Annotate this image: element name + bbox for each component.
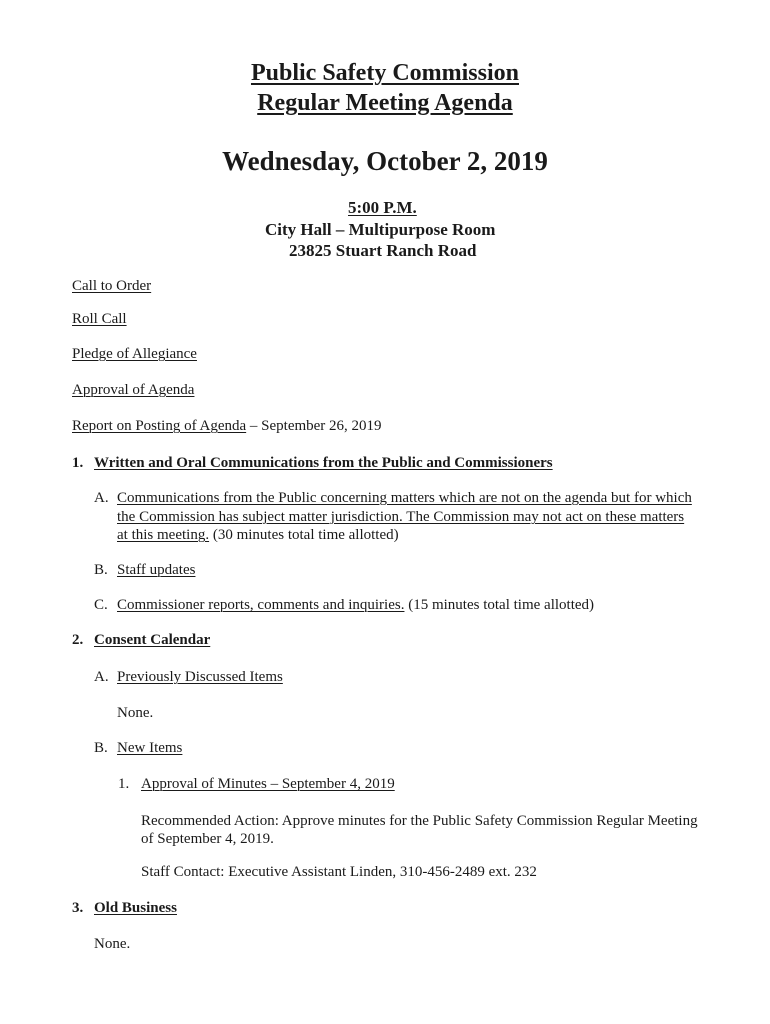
new-items-link[interactable]: New Items [117, 740, 183, 756]
commissioner-reports-time: (15 minutes total time allotted) [404, 597, 595, 613]
meeting-time: 5:00 P.M. [348, 198, 417, 217]
staff-updates-link[interactable]: Staff updates [117, 562, 196, 578]
commissioner-reports [117, 597, 594, 614]
commissioner-reports-link[interactable]: Commissioner reports, comments and inquiries. [117, 597, 405, 613]
pledge-link[interactable]: Pledge of Allegiance [72, 346, 197, 362]
meeting-date: Wednesday, October 2, 2019 [222, 146, 548, 176]
section-2-title[interactable]: Consent Calendar [94, 632, 211, 648]
section-2-number: 2. [72, 632, 84, 648]
meeting-location: City Hall – Multipurpose Room [265, 220, 496, 239]
agenda-title-line1: Public Safety Commission [250, 60, 519, 86]
call-to-order-link[interactable]: Call to Order [72, 278, 152, 294]
agenda-title-line2: Regular Meeting Agenda [257, 90, 513, 116]
section-1-title[interactable]: Written and Oral Communications from the Public and Commissioners [94, 455, 553, 471]
roll-call-link[interactable]: Roll Call [72, 311, 127, 327]
public-communications-link-line1[interactable]: Communications from the Public concerning matters which are not on the agenda but for which [117, 490, 692, 506]
previously-discussed-none: None. [117, 705, 154, 721]
public-communications-line3 [117, 527, 399, 544]
recommended-action-line2: of September 4, 2019. [141, 831, 274, 847]
approval-of-agenda-link[interactable]: Approval of Agenda [72, 382, 195, 398]
section-3-number: 3. [72, 900, 84, 916]
section-2-item-a-letter: A. [94, 669, 109, 685]
section-3-title[interactable]: Old Business [94, 900, 177, 916]
section-2-item-b-letter: B. [94, 740, 108, 756]
public-communications-link-line2[interactable]: the Commission has subject matter jurisdiction. The Commission may not act on these matters [117, 509, 685, 525]
section-1-item-b-letter: B. [94, 562, 108, 578]
new-item-1-number: 1. [118, 776, 130, 792]
section-1-item-c-letter: C. [94, 597, 108, 613]
report-date: – September 26, 2019 [246, 418, 382, 434]
section-3-heading [72, 900, 177, 917]
recommended-action-line1: Recommended Action: Approve minutes for the Public Safety Commission Regular Meeting [141, 813, 698, 829]
report-on-posting [72, 418, 382, 435]
section-1-number: 1. [72, 455, 84, 471]
report-on-posting-link[interactable]: Report on Posting of Agenda [72, 418, 247, 434]
public-communications-time: (30 minutes total time allotted) [209, 527, 399, 543]
staff-contact: Staff Contact: Executive Assistant Linden, 310-456-2489 ext. 232 [141, 864, 537, 880]
previously-discussed-items-link[interactable]: Previously Discussed Items [117, 669, 283, 685]
approval-of-minutes-link[interactable]: Approval of Minutes – September 4, 2019 [141, 776, 395, 792]
public-communications-link-line3[interactable]: at this meeting. [117, 527, 210, 543]
old-business-none: None. [94, 936, 131, 952]
meeting-address: 23825 Stuart Ranch Road [289, 241, 477, 260]
section-2-heading [72, 632, 210, 649]
section-1-heading [72, 455, 553, 472]
section-1-item-a-letter: A. [94, 490, 109, 506]
